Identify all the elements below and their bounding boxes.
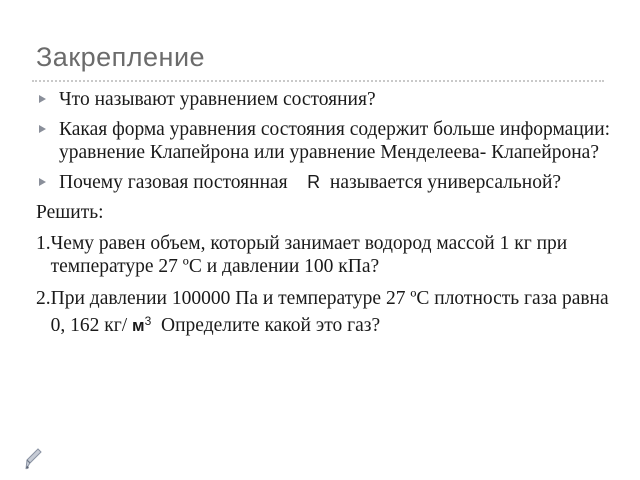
- bullet-text: Какая форма уравнения состояния содержит больше информации: уравнение Клапейрона или уравнение Менделеева- Клапейрона?: [59, 119, 611, 163]
- task-number: 1.: [36, 233, 51, 254]
- task-number: 2.: [36, 288, 51, 309]
- bullet-item-2: [36, 118, 611, 164]
- task-text: При давлении 100000 Па и температуре 27 ºС плотность газа равна 0, 162 кг/: [50, 288, 609, 336]
- bullet-item-1: [36, 88, 611, 111]
- task-2: [36, 287, 611, 337]
- bullet-text-after: называется универсальной?: [329, 172, 562, 193]
- title-divider: [32, 80, 604, 82]
- slide-title: Закрепление: [36, 42, 206, 72]
- bullet-arrow-icon: [39, 178, 46, 186]
- gas-constant-symbol: R: [307, 172, 321, 192]
- unit-exponent: 3: [144, 314, 152, 328]
- task-tail: Определите какой это газ?: [161, 315, 381, 336]
- bullet-text-before: Почему газовая постоянная: [59, 172, 288, 193]
- task-text-wrap: [51, 287, 611, 337]
- bullet-arrow-icon: [39, 95, 46, 103]
- pen-nib-icon: [22, 446, 44, 472]
- bullet-text: Что называют уравнением состояния?: [59, 89, 376, 110]
- unit-symbol: м: [132, 316, 145, 335]
- task-text: Чему равен объем, который занимает водород массой 1 кг при температуре 27 ºС и давлении 100 кПа?: [50, 233, 568, 277]
- bullet-arrow-icon: [39, 125, 46, 133]
- slide-content: [36, 88, 611, 346]
- bullet-item-3: [36, 171, 611, 194]
- task-1: [36, 232, 611, 278]
- solve-label: Решить:: [36, 202, 104, 223]
